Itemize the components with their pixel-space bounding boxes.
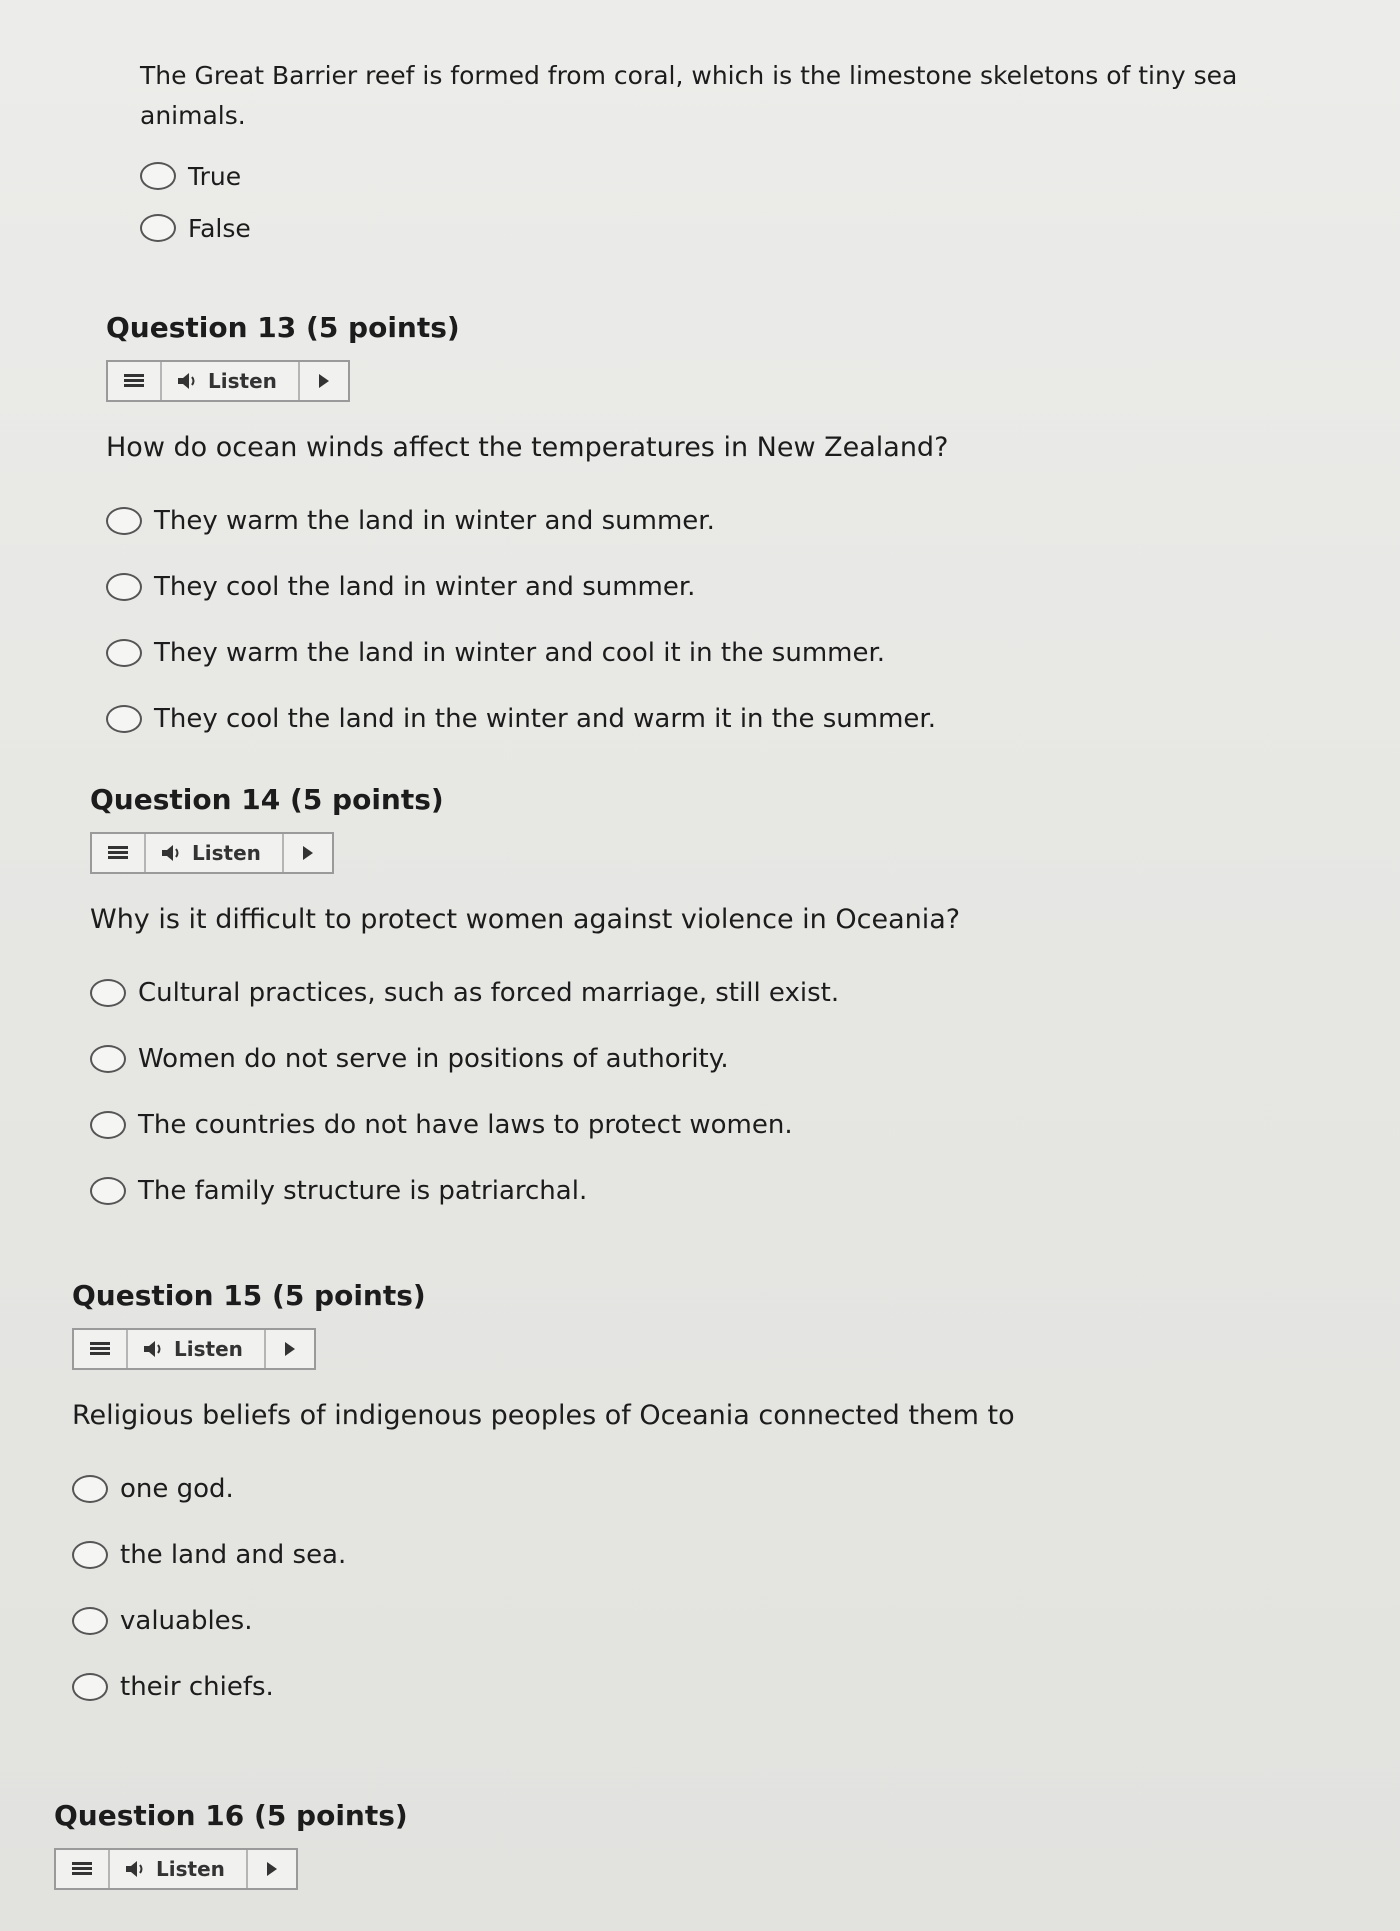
answer-option[interactable] — [106, 488, 948, 554]
question-12-options — [140, 150, 1280, 254]
speaker-icon — [160, 843, 184, 863]
option-label: their chiefs. — [120, 1672, 274, 1702]
question-title — [72, 1276, 1015, 1316]
question-prompt: Religious beliefs of indigenous peoples of Oceania connected them to — [72, 1400, 1015, 1431]
listen-toolbar — [106, 360, 350, 402]
listen-label: Listen — [156, 1857, 225, 1881]
question-number: Question 14 — [90, 783, 281, 816]
question-points: (5 points) — [290, 783, 444, 816]
answer-option[interactable] — [90, 1026, 960, 1092]
answer-option[interactable] — [106, 620, 948, 686]
listen-button[interactable] — [128, 1330, 266, 1368]
option-label: True — [188, 161, 242, 191]
answer-option[interactable] — [90, 1092, 960, 1158]
speaker-icon — [142, 1339, 166, 1359]
play-icon[interactable] — [300, 362, 348, 400]
answer-option[interactable] — [72, 1456, 1015, 1522]
answer-option[interactable] — [72, 1588, 1015, 1654]
answer-option[interactable] — [72, 1522, 1015, 1588]
listen-toolbar — [54, 1848, 298, 1890]
radio-button[interactable] — [72, 1475, 108, 1503]
question-14-options — [90, 960, 960, 1224]
menu-icon[interactable] — [56, 1850, 110, 1888]
speaker-icon — [124, 1859, 148, 1879]
radio-button[interactable] — [72, 1541, 108, 1569]
question-13-block — [106, 308, 948, 752]
listen-label: Listen — [208, 369, 277, 393]
question-15-block — [72, 1276, 1015, 1720]
listen-label: Listen — [192, 841, 261, 865]
play-icon[interactable] — [266, 1330, 314, 1368]
speaker-icon — [176, 371, 200, 391]
radio-button[interactable] — [90, 1045, 126, 1073]
option-label: False — [188, 213, 251, 243]
option-false[interactable] — [140, 202, 1280, 254]
question-points: (5 points) — [272, 1279, 426, 1312]
listen-button[interactable] — [162, 362, 300, 400]
radio-button[interactable] — [90, 1177, 126, 1205]
radio-button[interactable] — [106, 639, 142, 667]
listen-toolbar — [90, 832, 334, 874]
question-14-block — [90, 780, 960, 1224]
option-label: They cool the land in winter and summer. — [154, 572, 696, 602]
radio-button[interactable] — [90, 1111, 126, 1139]
option-label: one god. — [120, 1474, 234, 1504]
radio-button[interactable] — [106, 573, 142, 601]
question-title — [54, 1796, 408, 1836]
answer-option[interactable] — [106, 686, 948, 752]
option-true[interactable] — [140, 150, 1280, 202]
option-label: Women do not serve in positions of authority. — [138, 1044, 729, 1074]
answer-option[interactable] — [106, 554, 948, 620]
option-label: valuables. — [120, 1606, 253, 1636]
menu-icon[interactable] — [92, 834, 146, 872]
question-number: Question 16 — [54, 1799, 245, 1832]
answer-option[interactable] — [72, 1654, 1015, 1720]
question-points: (5 points) — [254, 1799, 408, 1832]
question-number: Question 15 — [72, 1279, 263, 1312]
radio-button[interactable] — [106, 507, 142, 535]
question-title — [106, 308, 948, 348]
listen-label: Listen — [174, 1337, 243, 1361]
play-icon[interactable] — [248, 1850, 296, 1888]
play-icon[interactable] — [284, 834, 332, 872]
question-12-block — [140, 56, 1280, 254]
listen-button[interactable] — [110, 1850, 248, 1888]
option-label: They cool the land in the winter and warm it in the summer. — [154, 704, 936, 734]
answer-option[interactable] — [90, 1158, 960, 1224]
option-label: Cultural practices, such as forced marriage, still exist. — [138, 978, 840, 1008]
question-12-prompt: The Great Barrier reef is formed from coral, which is the limestone skeletons of tiny sea animals. — [140, 61, 1238, 130]
menu-icon[interactable] — [108, 362, 162, 400]
listen-button[interactable] — [146, 834, 284, 872]
option-label: They warm the land in winter and cool it in the summer. — [154, 638, 886, 668]
question-prompt: How do ocean winds affect the temperatures in New Zealand? — [106, 432, 949, 463]
question-title — [90, 780, 960, 820]
option-label: The countries do not have laws to protect women. — [138, 1110, 793, 1140]
radio-button[interactable] — [140, 214, 176, 242]
option-label: the land and sea. — [120, 1540, 347, 1570]
menu-icon[interactable] — [74, 1330, 128, 1368]
question-prompt: Why is it difficult to protect women against violence in Oceania? — [90, 904, 961, 935]
radio-button[interactable] — [72, 1673, 108, 1701]
radio-button[interactable] — [90, 979, 126, 1007]
question-16-block — [54, 1796, 408, 1890]
option-label: The family structure is patriarchal. — [138, 1176, 588, 1206]
question-points: (5 points) — [306, 311, 460, 344]
listen-toolbar — [72, 1328, 316, 1370]
radio-button[interactable] — [72, 1607, 108, 1635]
question-number: Question 13 — [106, 311, 297, 344]
question-15-options — [72, 1456, 1015, 1720]
radio-button[interactable] — [140, 162, 176, 190]
option-label: They warm the land in winter and summer. — [154, 506, 715, 536]
radio-button[interactable] — [106, 705, 142, 733]
answer-option[interactable] — [90, 960, 960, 1026]
question-13-options — [106, 488, 948, 752]
